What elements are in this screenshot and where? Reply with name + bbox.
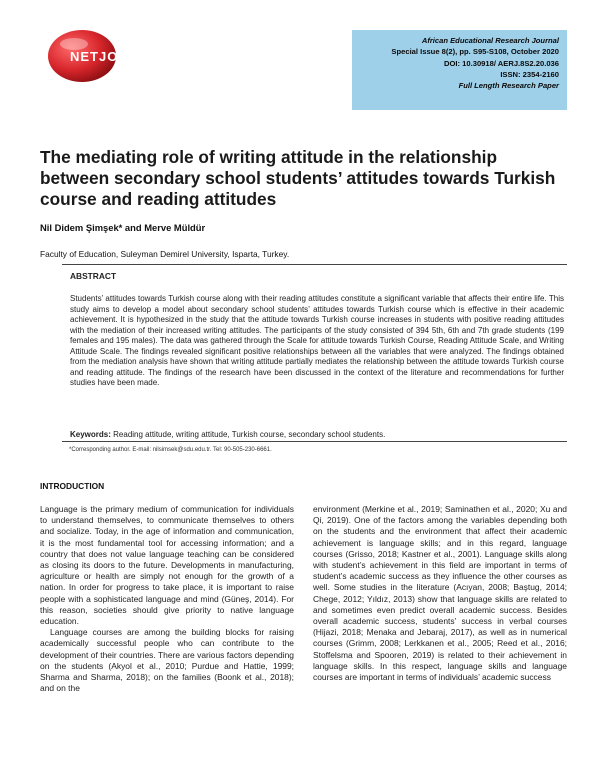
authors: Nil Didem Şimşek* and Merve Müldür [40,222,206,233]
right-column [313,504,567,683]
keywords-text: Reading attitude, writing attitude, Turkish course, secondary school students. [113,430,386,439]
netjournals-logo [38,28,218,88]
left-column [40,504,294,694]
intro-paragraph: environment (Merkine et al., 2019; Saminathen et al., 2020; Xu and Qi, 2019). One of the factors among the variables depending both on the students and the environment that affect their academic achievement is language skills; and in this regard, language courses (Grisso, 2018; Kastner et al., 2001). Language skills along with student’s achievement in this field are important in terms of student’s academic success as they influence the other courses as well. Some studies in the literature (Acıyan, 2008; Baştug, 2014; Chege, 2012; Yıldız, 2013) show that language skills are related to and sometimes even predict overall academic success. Besides overall academic success, students’ success in verbal courses (Hijazi, 2018; Menaka and Jebaraj, 2017), as well as in numerical courses (Grimm, 2008; Lerkkanen et al., 2005; Reed et al., 2016; Stoffelsma and Spooren, 2019) is related to their achievement in language skills. In this respect, language skills and language courses are important in terms of individuals’ academic success [313,504,567,683]
abstract-heading: ABSTRACT [70,271,117,281]
affiliation: Faculty of Education, Suleyman Demirel University, Isparta, Turkey. [40,249,290,259]
abstract-section [62,264,567,442]
journal-issn: ISSN: 2354-2160 [500,69,559,79]
keywords [70,430,385,439]
abstract-text: Students’ attitudes towards Turkish course along with their reading attitudes constitute a significant variable that affects their entire life. This study aims to develop a model about secondary school students’ attitudes towards Turkish course which is effective in their academic achievement. It is hypothesized in the study that the attitude towards Turkish course increases in students with positive reading attitudes with the mediation of their increased writing attitudes. The participants of the study consisted of 394 5th, 6th and 7th grade students (199 females and 195 males). The data was gathered through the Scale for attitude towards Turkish Course, Reading Attitude Scale, and Writing Attitude Scale. The findings revealed significant positive relationships between all the variables that were analyzed. The findings obtained from the mediation analysis have shown that writing attitude partially mediates the relationship between the attitude towards Turkish course and reading attitude. The findings of the research have been discussed in the context of the literature and recommendations for further studies have been made. [70,294,564,387]
journal-name: African Educational Research Journal [421,36,559,45]
paper-title: The mediating role of writing attitude in the relationship between secondary school students’ attitudes towards Turkish course and reading attitudes [40,147,556,209]
logo-text: NETJOURNALS [70,49,179,64]
paper-type: Full Length Research Paper [458,81,559,91]
introduction-heading: INTRODUCTION [40,481,105,491]
journal-info-box [352,30,567,110]
keywords-label: Keywords: [70,430,111,439]
intro-paragraph: Language is the primary medium of communication for individuals to understand themselves, to communicate themselves to others and socialize. Today, in the age of information and communication, it is the most fundamental tool for accessing information; and a country that does not value language teaching can be considered as closing its doors to the future. Developments in manufacturing, agriculture or health are simply not enough for the growth of a nation. In order for progress to take place, it is important to raise people with a sophisticated language and mind (Güneş, 2014). For this reason, societies should give priority to native language education. [40,504,294,627]
journal-doi: DOI: 10.30918/ AERJ.8S2.20.036 [444,58,559,68]
corresponding-author: *Corresponding author. E-mail: nilsimsek@sdu.edu.tr. Tel: 90-505-230-6661. [69,447,272,453]
journal-issue: Special Issue 8(2), pp. S95-S108, October 2020 [391,47,559,57]
intro-paragraph: Language courses are among the building blocks for raising academically successful people who can contribute to the development of their countries. There are various factors depending on the students (Akyol et al., 2010; Purdue and Hattie, 1999; Sharma and Sharma, 2018); on the families (Boonk et al., 2018); and on the [40,627,294,694]
